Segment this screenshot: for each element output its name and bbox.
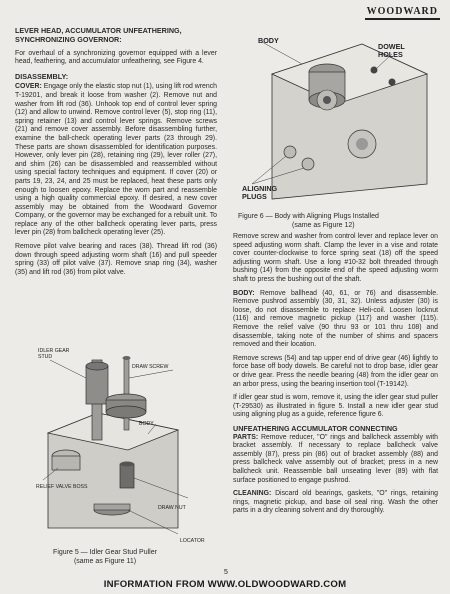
cleaning-lead: CLEANING: (233, 490, 272, 498)
footer-source: INFORMATION FROM WWW.OLDWOODWARD.COM (103, 579, 347, 590)
cover-lead: COVER: (15, 83, 42, 91)
page-number: 5 (224, 569, 228, 576)
right-column (233, 233, 438, 521)
figure6-illustration (242, 34, 437, 206)
worm-shaft-paragraph: Remove screw and washer from control lever and replace lever on speed adjusting worm shaft. Clamp the lever in a vise and rotate cover counter-clockwise to force spring seat (18) off the speed adjusting worm shaft. Use a long #10-32 bolt threaded through bushing (14) from the opposite end of the speed adjusting worm shaft to press the bushing out of the shaft. (233, 233, 438, 283)
cleaning-text: Discard old bearings, gaskets, "O" rings, retaining rings, magnetic pickup, and base oil seal ring. Wash the other parts in a dry cleaning solvent and dry thoroughly. (233, 490, 438, 515)
label-locator: LOCATOR (180, 538, 205, 544)
cover-text: Engage only the elastic stop nut (1), using lift rod wrench T-19201, and break it loose from washer (2). Remove nut and washer from lift rod (36). Unhook top end of control lever spring (12) and allow to unwind. Remove control lever (5), stop ring (11), spring retainer (13) and control lever springs. Remove screws (21) and remove cover assembly. Before disassembling further, examine the ball-check operating lever parts (23 through 29). These parts are shown disassembled for identification purposes. However, only lever pin (28), retaining ring (29), lever roller (27), and shim (26) can be disassembled and reassembled without using special factory techniques and equipment. If cover (20) or parts 19, 23, 24, and 25 must be replaced, heat these parts only enough to loosen epoxy. Replace the worn part and reassemble using a high quality commercial epoxy. If desired, a new cover assembly may be obtained from the Woodward Governor Company, or the governor may be exchanged for a rebuilt unit. To replace any of the other ballcheck operating lever parts, press lever pin (28) from ballcheck operating lever (25). (15, 83, 217, 237)
screws-paragraph: Remove screws (54) and tap upper end of drive gear (46) lightly to force base off body dowels. Be careful not to drop base, idler gear or drive gear. Press the needle bearing (48) from the idler gear on an arbor press, using the bearing insertion tool (T-19142). (233, 354, 438, 388)
label-draw-nut: DRAW NUT (158, 505, 186, 511)
idler-gear-paragraph: If idler gear stud is worn, remove it, using the idler gear stud puller (T-29530) as illustrated in figure 5. Install a new idler gear stud using aligning plug as a guide, reference figure 6. (233, 394, 438, 419)
label-draw-screw: DRAW SCREW (132, 364, 169, 370)
figure5-caption (30, 549, 180, 566)
figure6-caption (238, 213, 443, 230)
cleaning-paragraph (233, 490, 438, 516)
body-paragraph (233, 290, 438, 350)
label-relief-valve-boss: RELIEF VALVE BOSS (36, 484, 88, 490)
section-title-line1: LEVER HEAD, ACCUMULATOR UNFEATHERING, (15, 26, 182, 35)
label-fig6-body: BODY (258, 36, 279, 45)
woodward-logo: WOODWARD (365, 6, 440, 20)
label-aligning-plugs: ALIGNING PLUGS (242, 184, 278, 201)
unfeathering-paragraph (233, 434, 438, 486)
figure5-caption-line2: (same as Figure 11) (73, 557, 137, 565)
disassembly-heading: DISASSEMBLY: (15, 71, 69, 81)
pilot-valve-paragraph: Remove pilot valve bearing and races (38). Thread lift rod (36) down through speed adjusting worm shaft (16) and pull speeder spring (33) off pilot valve (37). Remove snap ring (34), washer (35) and lift rod (36) from pilot valve. (15, 243, 217, 276)
body-text: Remove ballhead (40, 61, or 76) and disassemble. Remove pushrod assembly (30, 31, 32). Unless adjuster (30) is loose, do not disassemble to replace Heli-coil. Loosen locknut (116) and remove magnetic pickup (117) and washer (115). Remove the relief valve (90 thru 93 or 101 thru 108) and disassemble, taking note of the number of shims and spacers removed and their location. (233, 289, 438, 349)
unfeathering-text: Remove reducer, "O" rings and ballcheck assembly with bracket assembly. If necessary to replace ballcheck valve assembly (87), press pin (86) out of bracket assembly (88) and press ballcheck valve assembly out of bracket; press in a new ballcheck unit. Reassemble ball unseating lever (89) with flat surface positioned to engage pushrod. (233, 433, 438, 484)
left-column (15, 27, 217, 282)
section-title-line2: SYNCHRONIZING GOVERNOR: (15, 34, 122, 44)
cover-paragraph (15, 83, 217, 238)
figure5-illustration (28, 338, 218, 538)
label-idler-gear-stud: IDLER GEAR STUD (38, 348, 70, 360)
intro-paragraph: For overhaul of a synchronizing governor equipped with a lever head, feathering, and accumulator unfeathering, see Figure 4. (15, 49, 217, 66)
unfeathering-heading: UNFEATHERING ACCUMULATOR CONNECTING (233, 423, 398, 433)
label-body: BODY (139, 421, 154, 427)
unfeathering-lead: PARTS: (233, 433, 259, 441)
figure5-caption-line1: Figure 5 — Idler Gear Stud Puller (53, 549, 157, 556)
figure6-caption-line2: (same as Figure 12) (292, 221, 355, 229)
label-dowel-holes: DOWEL HOLES (378, 42, 405, 59)
body-lead: BODY: (233, 289, 255, 297)
figure6-caption-line1: Figure 6 — Body with Aligning Plugs Installed (238, 213, 379, 220)
